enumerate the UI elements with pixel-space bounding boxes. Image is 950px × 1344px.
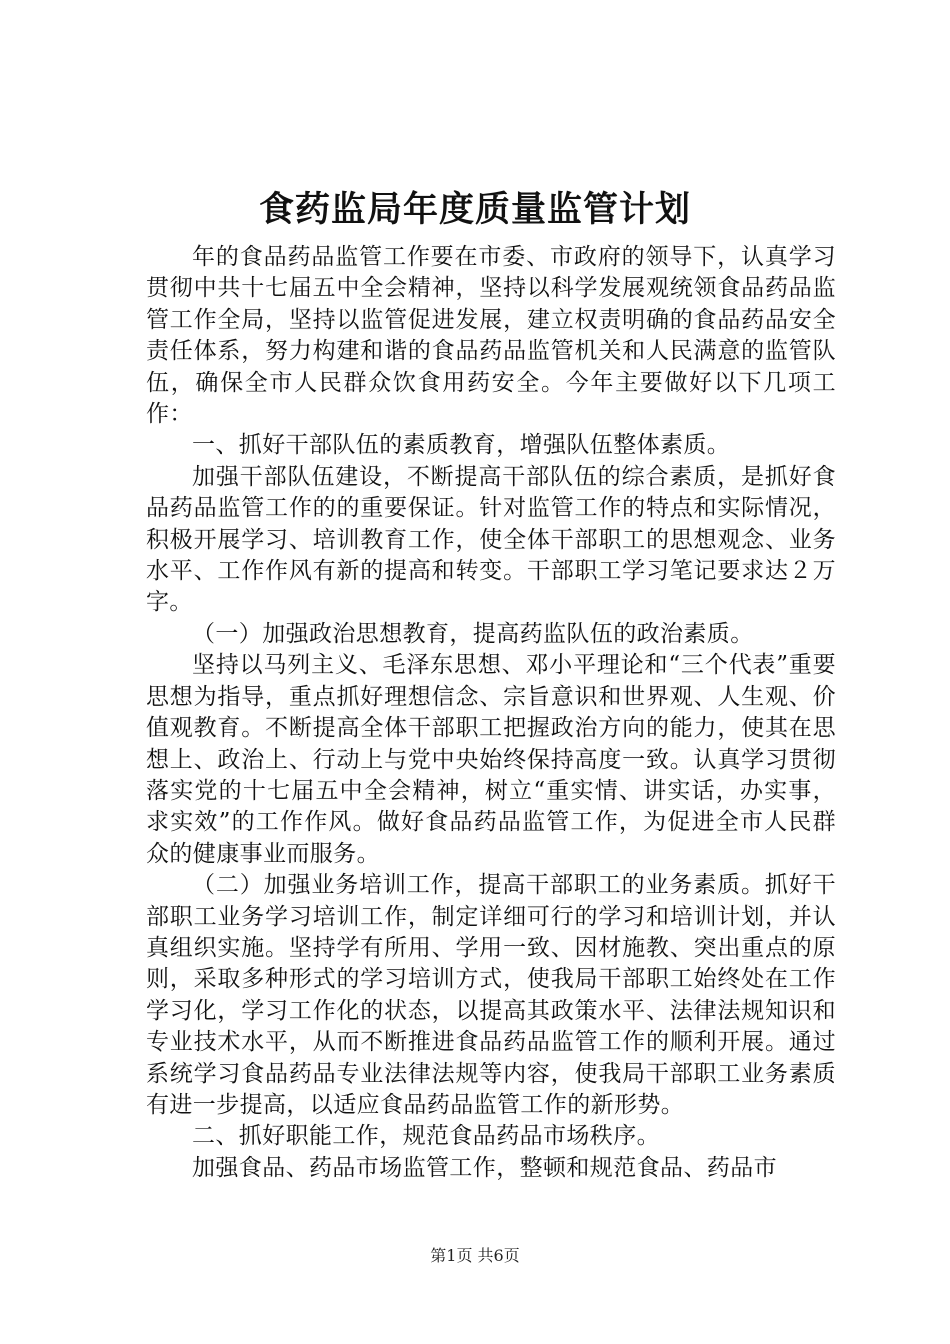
section-heading-1: 一、抓好干部队伍的素质教育，增强队伍整体素质。 (192, 432, 731, 459)
subsection-2-paragraph: （二）加强业务培训工作，提高干部职工的业务素质。抓好干部职工业务学习培训工作，制定详细可行的学习和培训计划，并认真组织实施。坚持学有所用、学用一致、因材施教、突出重点的原则，采取多种形式的学习培训方式，使我局干部职工始终处在工作学习化，学习工作化的状态，以提高其政策水平、法律法规知识和专业技术水平，从而不断推进食品药品监管工作的顺利开展。通过系统学习食品药品专业法律法规等内容，使我局干部职工业务素质有进一步提高，以适应食品药品监管工作的新形势。 (146, 872, 836, 1118)
document-body (146, 242, 836, 1184)
section-1-paragraph: 加强干部队伍建设，不断提高干部队伍的综合素质，是抓好食品药品监管工作的的重要保证。针对监管工作的特点和实际情况，积极开展学习、培训教育工作，使全体干部职工的思想观念、业务水平、工作作风有新的提高和转变。干部职工学习笔记要求达２万字。 (146, 463, 836, 616)
subsection-heading-1: （一）加强政治思想教育，提高药监队伍的政治素质。 (192, 620, 754, 647)
section-2-paragraph: 加强食品、药品市场监管工作，整顿和规范食品、药品市 (192, 1154, 777, 1181)
subsection-1-paragraph: 坚持以马列主义、毛泽东思想、邓小平理论和“三个代表”重要思想为指导，重点抓好理想信念、宗旨意识和世界观、人生观、价值观教育。不断提高全体干部职工把握政治方向的能力，使其在思想上、政治上、行动上与党中央始终保持高度一致。认真学习贯彻落实党的十七届五中全会精神，树立“重实情、讲实话，办实事，求实效”的工作作风。做好食品药品监管工作，为促进全市人民群众的健康事业而服务。 (146, 652, 836, 867)
intro-paragraph: 年的食品药品监管工作要在市委、市政府的领导下，认真学习贯彻中共十七届五中全会精神，坚持以科学发展观统领食品药品监管工作全局，坚持以监管促进发展，建立权责明确的食品药品安全责任体系，努力构建和谐的食品药品监管机关和人民满意的监管队伍，确保全市人民群众饮食用药安全。今年主要做好以下几项工作： (146, 244, 836, 428)
page-footer: 第1页 共6页 (430, 1246, 520, 1265)
section-heading-2: 二、抓好职能工作，规范食品药品市场秩序。 (192, 1123, 660, 1150)
document-title: 食药监局年度质量监管计划 (258, 189, 691, 230)
